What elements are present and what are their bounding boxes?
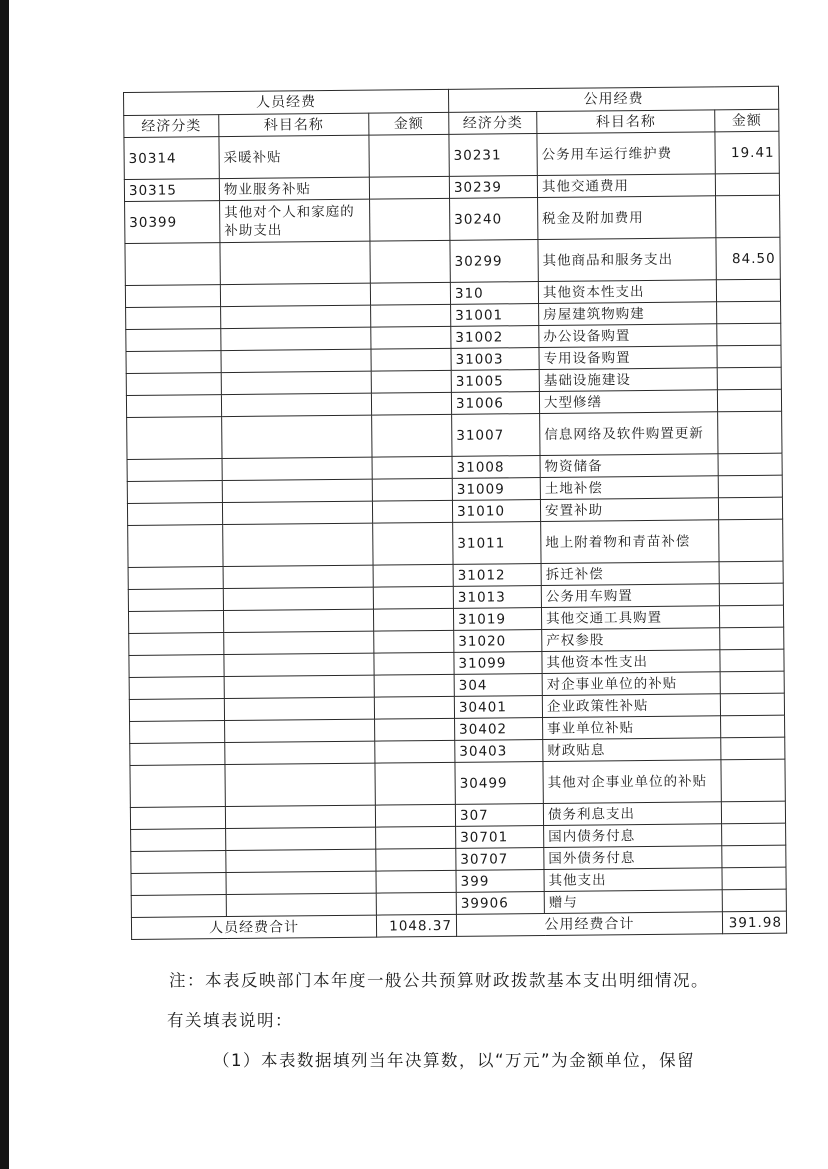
public-subject: 国内债务付息 [544,824,722,848]
public-code: 30240 [450,198,538,241]
public-subject: 财政贴息 [543,738,721,762]
scan-edge [0,0,9,1169]
personnel-subject-empty [221,327,371,350]
personnel-code-empty [129,677,224,700]
public-code: 30707 [456,847,544,870]
personnel-amount-empty [373,522,453,565]
public-amount-header: 金额 [715,109,779,132]
personnel-subject-empty [226,871,376,894]
table-row [127,411,782,459]
personnel-code-empty [129,633,224,656]
personnel-amount [370,198,450,241]
personnel-subject-empty [221,349,371,372]
public-code: 31013 [453,586,541,609]
public-subject: 国外债务付息 [544,846,722,870]
personnel-amount-empty [376,892,456,915]
public-subject: 拆迁补偿 [541,562,719,586]
public-code: 310 [450,282,538,305]
public-subject: 房屋建筑物购建 [539,302,717,326]
table-row [125,195,780,243]
public-amount [721,801,785,824]
personnel-code-empty [126,329,221,352]
personnel-code-empty [130,807,225,830]
personnel-code-empty [131,851,226,874]
public-code: 30403 [455,740,543,763]
public-code: 31003 [451,348,539,371]
public-subject: 税金及附加费用 [538,196,716,240]
personnel-amount-empty [371,370,451,393]
personnel-code-empty [127,417,222,460]
personnel-amount-empty [373,608,453,631]
public-amount [722,823,786,846]
personnel-subject-empty [224,697,374,720]
public-econ-class-header: 经济分类 [449,112,537,135]
public-code: 31011 [453,522,541,565]
public-subject: 企业政策性补贴 [542,694,720,718]
public-code: 307 [455,803,543,826]
public-subject: 债务利息支出 [543,802,721,826]
public-amount [717,323,781,346]
personnel-subject-empty [226,849,376,872]
personnel-code-empty [130,721,225,744]
personnel-code-empty [128,525,223,568]
public-subject: 其他对企事业单位的补贴 [543,760,721,804]
public-code: 31010 [452,500,540,523]
public-code: 31020 [454,630,542,653]
personnel-code-empty [125,243,220,286]
public-subject: 其他交通费用 [537,174,715,198]
public-code: 31009 [452,478,540,501]
public-subject: 其他资本性支出 [538,280,716,304]
personnel-total-label: 人员经费合计 [131,915,376,939]
public-code: 30402 [455,718,543,741]
personnel-amount-empty [373,564,453,587]
personnel-subject-header: 科目名称 [219,113,369,136]
personnel-code-empty [126,307,221,330]
public-code: 30231 [449,134,537,177]
personnel-subject-empty [225,763,375,806]
personnel-code: 30314 [124,137,219,180]
public-code: 31002 [451,326,539,349]
table-row [124,131,779,179]
personnel-subject-empty [223,587,373,610]
personnel-subject-empty [224,675,374,698]
personnel-subject-empty [223,609,373,632]
personnel-amount-empty [372,478,452,501]
public-amount [717,345,781,368]
public-code: 399 [456,869,544,892]
public-code: 31001 [451,304,539,327]
public-subject: 基础设施建设 [539,368,717,392]
personnel-subject-empty [223,565,373,588]
public-amount [719,561,783,584]
public-subject: 产权参股 [542,628,720,652]
personnel-code: 30315 [124,179,219,202]
public-amount [718,453,782,476]
table-row [130,759,785,807]
personnel-subject-empty [225,719,375,742]
public-amount [720,649,784,672]
personnel-subject-empty [222,501,372,524]
public-amount [720,627,784,650]
public-subject: 大型修缮 [539,390,717,414]
budget-sheet [123,86,786,940]
public-code: 31008 [452,456,540,479]
public-subject: 其他资本性支出 [542,650,720,674]
personnel-code: 30399 [125,201,220,244]
personnel-amount-empty [371,326,451,349]
personnel-subject: 物业服务补贴 [219,177,369,200]
public-amount [717,389,781,412]
personnel-code-empty [127,459,222,482]
public-subject: 信息网络及软件购置更新 [540,412,718,456]
personnel-code-empty [130,743,225,766]
public-subject: 其他商品和服务支出 [538,238,716,282]
personnel-subject: 采暖补贴 [219,135,369,178]
personnel-subject-empty [220,241,370,284]
public-subject: 专用设备购置 [539,346,717,370]
public-amount [717,367,781,390]
personnel-code-empty [126,351,221,374]
personnel-amount-empty [374,696,454,719]
personnel-code-empty [129,699,224,722]
personnel-subject-empty [220,283,370,306]
public-amount [721,737,785,760]
personnel-amount-empty [376,848,456,871]
personnel-amount-empty [373,586,453,609]
public-amount [721,759,785,802]
personnel-code-empty [125,285,220,308]
public-amount [718,497,782,520]
personnel-subject-empty [221,371,371,394]
personnel-amount [369,176,449,199]
personnel-amount-empty [375,740,455,763]
personnel-subject-empty [224,631,374,654]
public-code: 31019 [453,608,541,631]
public-amount [722,845,786,868]
personnel-code-empty [128,589,223,612]
table-row [128,519,783,567]
public-amount [720,671,784,694]
public-subject: 事业单位补贴 [543,716,721,740]
public-amount: 19.41 [715,131,779,174]
public-subject: 其他交通工具购置 [541,606,719,630]
public-code: 39906 [456,891,544,914]
public-amount [715,173,779,196]
public-code: 30499 [455,761,543,804]
public-amount [720,693,784,716]
public-subject: 赠与 [544,890,722,914]
public-subject: 对企事业单位的补贴 [542,672,720,696]
public-subject: 办公设备购置 [539,324,717,348]
personnel-total-amount: 1048.37 [376,914,456,937]
personnel-amount-empty [375,718,455,741]
personnel-amount-empty [375,762,455,805]
personnel-code-empty [127,503,222,526]
public-code: 31007 [452,414,540,457]
public-amount [717,301,781,324]
public-amount: 84.50 [716,237,780,280]
public-amount [716,279,780,302]
public-code: 31099 [454,652,542,675]
personnel-amount-empty [371,392,451,415]
public-code: 30299 [450,240,538,283]
public-code: 31005 [451,370,539,393]
personnel-subject-empty [221,393,371,416]
explain-item-1: （1）本表数据填列当年决算数，以“万元”为金额单位，保留 [213,1051,696,1070]
public-code: 30401 [454,696,542,719]
public-subject: 物资储备 [540,454,718,478]
public-total-amount: 391.98 [722,911,786,934]
public-amount [719,605,783,628]
personnel-code-empty [130,765,225,808]
public-amount [722,867,786,890]
personnel-subject-empty [224,653,374,676]
public-code: 304 [454,674,542,697]
personnel-code-empty [131,873,226,896]
public-amount [719,583,783,606]
public-amount [718,411,782,454]
public-subject: 地上附着物和青苗补偿 [541,520,719,564]
personnel-code-empty [128,611,223,634]
personnel-subject-empty [222,457,372,480]
personnel-amount-empty [371,304,451,327]
personnel-code-empty [126,373,221,396]
personnel-amount-empty [372,500,452,523]
personnel-subject-empty [226,827,376,850]
public-amount [719,519,783,562]
explain-title: 有关填表说明： [167,1011,293,1030]
personnel-code-empty [129,655,224,678]
personnel-code-empty [131,895,226,918]
table-note: 注：本表反映部门本年度一般公共预算财政拨款基本支出明细情况。 [169,971,709,990]
personnel-amount-empty [374,674,454,697]
notes-section [155,970,795,1072]
personnel-amount-header: 金额 [369,112,449,135]
public-amount [721,715,785,738]
personnel-econ-class-header: 经济分类 [124,115,219,138]
personnel-amount [369,134,449,177]
personnel-amount-empty [372,414,452,457]
table-row [125,237,780,285]
personnel-subject-empty [222,479,372,502]
public-subject: 其他支出 [544,868,722,892]
public-code: 31006 [451,392,539,415]
personnel-amount-empty [370,240,450,283]
public-subject: 公务用车运行维护费 [537,132,715,176]
personnel-code-empty [126,395,221,418]
personnel-amount-empty [375,804,455,827]
personnel-subject-empty [222,415,372,458]
public-subject: 安置补助 [540,498,718,522]
public-title: 公用经费 [448,86,778,112]
public-subject: 公务用车购置 [541,584,719,608]
personnel-amount-empty [376,870,456,893]
personnel-amount-empty [370,282,450,305]
personnel-amount-empty [376,826,456,849]
public-code: 30701 [456,825,544,848]
public-amount [716,195,780,238]
personnel-subject: 其他对个人和家庭的补助支出 [220,199,370,242]
public-subject: 土地补偿 [540,476,718,500]
personnel-subject-empty [223,523,373,566]
personnel-subject-empty [225,741,375,764]
public-subject-header: 科目名称 [537,110,715,134]
personnel-amount-empty [371,348,451,371]
personnel-code-empty [128,567,223,590]
public-total-label: 公用经费合计 [456,912,722,937]
public-amount [718,475,782,498]
personnel-subject-empty [226,893,376,916]
personnel-amount-empty [372,456,452,479]
public-code: 30239 [449,176,537,199]
personnel-amount-empty [374,652,454,675]
personnel-subject-empty [225,805,375,828]
personnel-code-empty [127,481,222,504]
personnel-title: 人员经费 [124,89,449,115]
public-amount [722,889,786,912]
personnel-subject-empty [221,305,371,328]
personnel-code-empty [131,829,226,852]
personnel-amount-empty [374,630,454,653]
expenditure-table [123,86,787,940]
public-code: 31012 [453,564,541,587]
